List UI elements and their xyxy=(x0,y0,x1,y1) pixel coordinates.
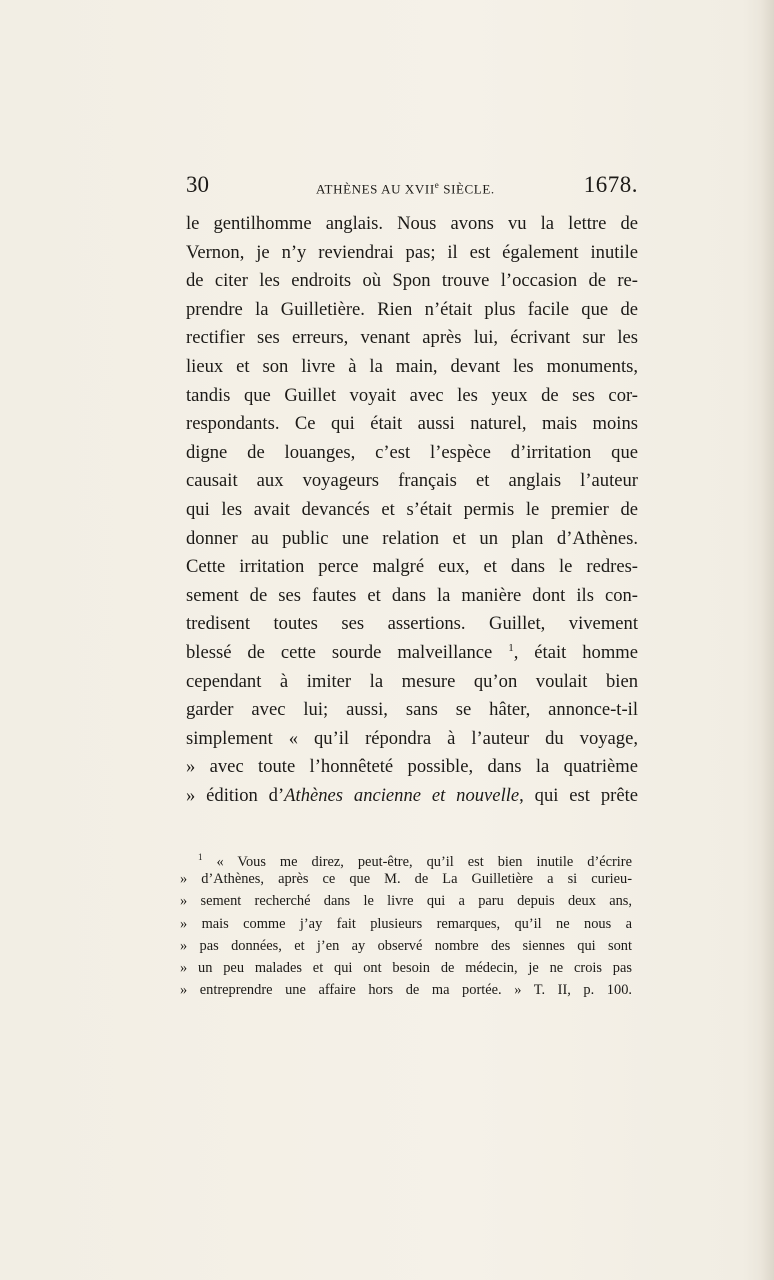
body-line: sement de ses fautes et dans la manière dont ils con- xyxy=(186,584,638,606)
page-edge xyxy=(760,0,774,1280)
body-line: qui les avait devancés et s’était permis le premier de xyxy=(186,498,638,520)
body-line-text: » édition d’ xyxy=(186,784,285,806)
body-line: lieux et son livre à la main, devant les monuments, xyxy=(186,355,638,377)
running-title-main: ATHÈNES AU XVII xyxy=(316,181,435,197)
page-number: 30 xyxy=(186,172,209,197)
footnote-line: » sement recherché dans le livre qui a paru depuis deux ans, xyxy=(180,893,632,910)
body-line: tandis que Guillet voyait avec les yeux de ses cor- xyxy=(186,384,638,406)
footnote-line: » pas données, et j’en ay observé nombre des siennes qui sont xyxy=(180,937,632,954)
footnote-line: » mais comme j’ay fait plusieurs remarques, qu’il ne nous a xyxy=(180,915,632,932)
footnote-text: « Vous me direz, peut-être, qu’il est bien inutile d’écrire xyxy=(202,853,632,870)
running-title-end: SIÈCLE. xyxy=(439,181,495,197)
footnote-line: » un peu malades et qui ont besoin de médecin, je ne crois pas xyxy=(180,959,632,976)
body-line: garder avec lui; aussi, sans se hâter, annonce-t-il xyxy=(186,699,638,721)
body-line: donner au public une relation et un plan d’Athènes. xyxy=(186,527,638,549)
body-line: de citer les endroits où Spon trouve l’occasion de re- xyxy=(186,270,638,292)
running-title xyxy=(316,180,495,197)
footnote-reference: 1 xyxy=(508,641,514,654)
running-title-sup: e xyxy=(434,180,440,190)
page-header xyxy=(186,172,638,206)
body-line-last xyxy=(186,782,638,811)
body-line: prendre la Guilletière. Rien n’était plus facile que de xyxy=(186,298,638,320)
body-line: rectifier ses erreurs, venant après lui, écrivant sur les xyxy=(186,327,638,349)
body-line-with-note xyxy=(186,639,638,668)
body-line-text: blessé de cette sourde malveillance xyxy=(186,641,493,663)
body-line: respondants. Ce qui était aussi naturel, mais moins xyxy=(186,413,638,435)
body-line: Vernon, je n’y reviendrai pas; il est également inutile xyxy=(186,241,638,263)
body-line: Cette irritation perce malgré eux, et dans le redres- xyxy=(186,556,638,578)
footnote xyxy=(180,846,632,1001)
body-line: le gentilhomme anglais. Nous avons vu la lettre de xyxy=(186,213,638,234)
footnote-line xyxy=(180,846,632,868)
body-line: cependant à imiter la mesure qu’on voulait bien xyxy=(186,670,638,692)
book-title-italic: Athènes ancienne et nouvelle xyxy=(284,784,520,806)
body-line: tredisent toutes ses assertions. Guillet, vivement xyxy=(186,613,638,635)
body-line: » avec toute l’honnêteté possible, dans la quatrième xyxy=(186,756,638,778)
body-line: digne de louanges, c’est l’espèce d’irritation que xyxy=(186,441,638,463)
header-year: 1678. xyxy=(583,172,638,197)
body-text xyxy=(186,210,638,810)
body-line-text: , était homme xyxy=(513,641,638,663)
footnote-mark: 1 xyxy=(198,852,203,862)
body-line: causait aux voyageurs français et anglais l’auteur xyxy=(186,470,638,492)
body-line: simplement « qu’il répondra à l’auteur du voyage, xyxy=(186,727,638,749)
footnote-line: » d’Athènes, après ce que M. de La Guilletière a si curieu- xyxy=(180,871,632,888)
body-line-text: , qui est prête xyxy=(519,784,638,806)
footnote-line: » entreprendre une affaire hors de ma portée. » T. II, p. 100. xyxy=(180,982,632,999)
